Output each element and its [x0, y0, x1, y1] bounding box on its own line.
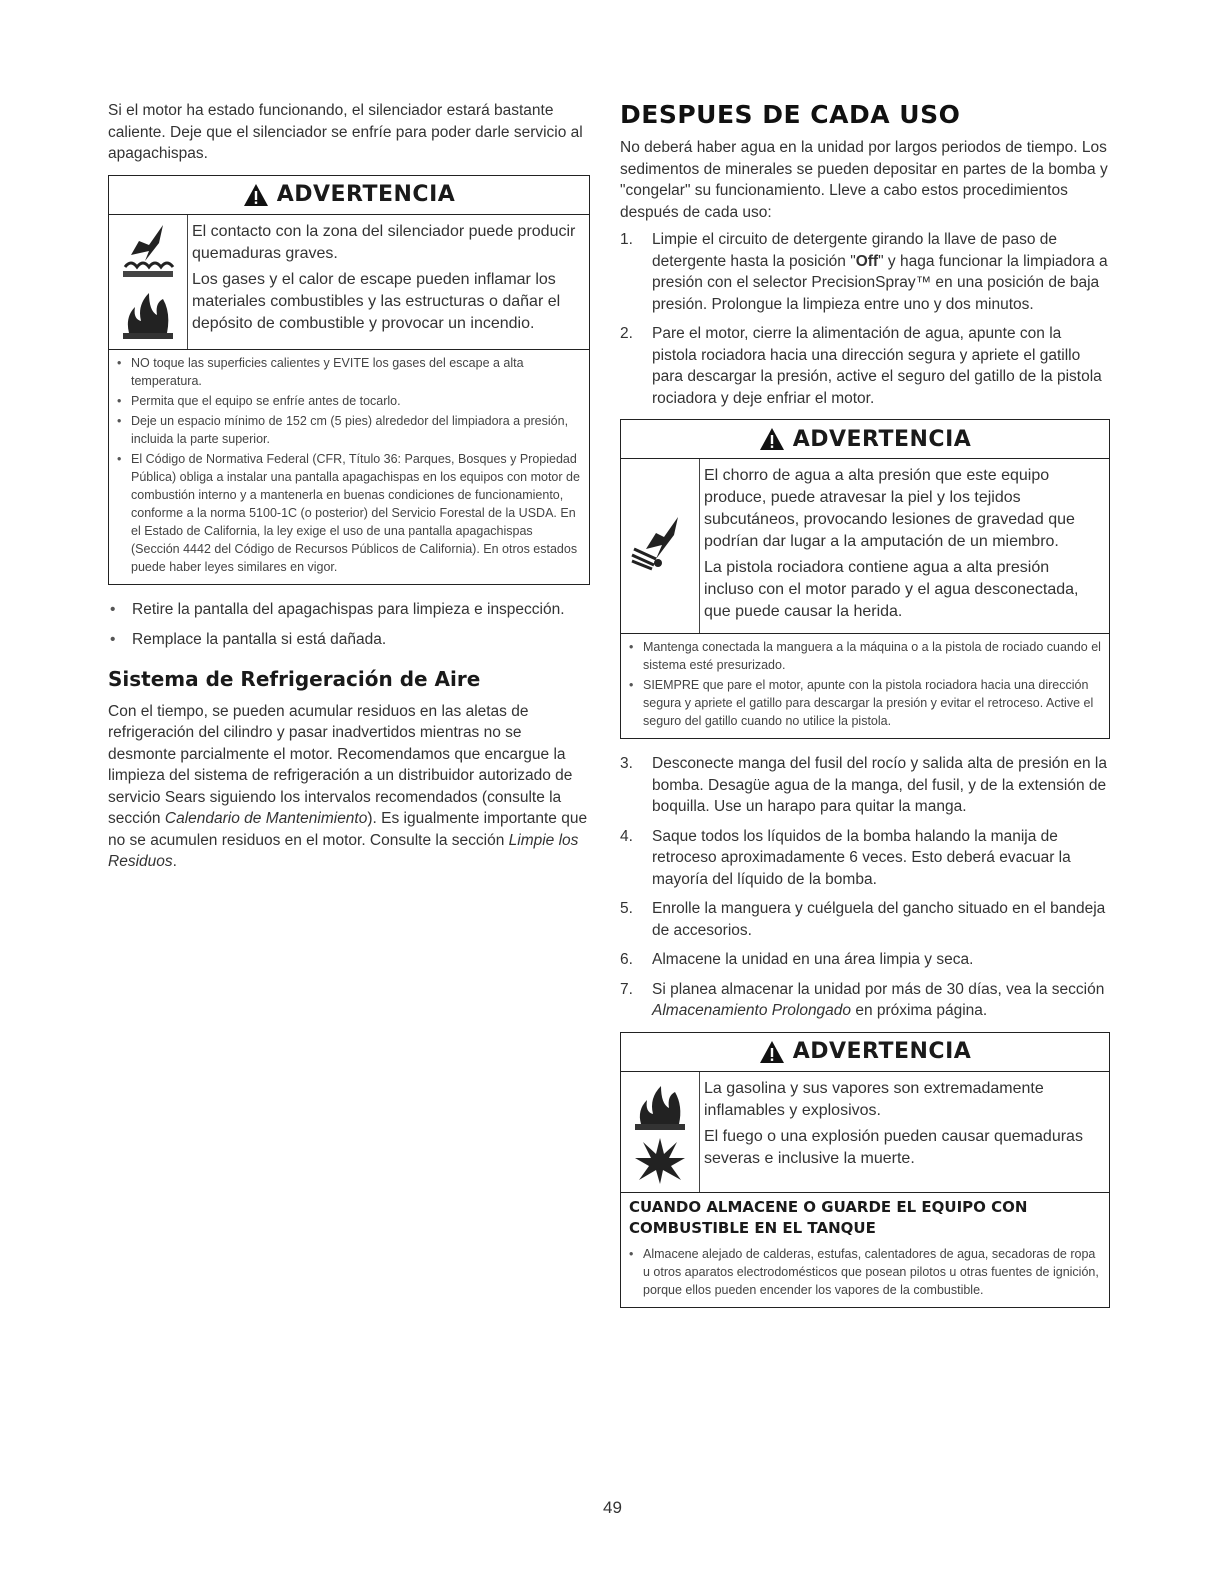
list-item: • Permita que el equipo se enfríe antes de tocarlo.: [117, 392, 581, 410]
warning-instructions: [109, 350, 589, 584]
steps-list-a: [620, 229, 1110, 409]
fire-icon: [119, 281, 177, 343]
warning-title: ADVERTENCIA: [276, 182, 456, 207]
injection-hazard-icon: [628, 511, 692, 581]
page-number: 49: [603, 1498, 622, 1517]
list-item: 6. Almacene la unidad en una área limpia y seca.: [620, 951, 974, 968]
after-use-intro: No deberá haber agua en la unidad por largos periodos de tiempo. Los sedimentos de minerales se pueden depositar en partes de la bomba y "congelar" su funcionamiento. Lleve a cabo estos procedimientos después de cada uso:: [620, 139, 1108, 221]
warning-header: [621, 1033, 1109, 1072]
warning-text: Los gases y el calor de escape pueden inflamar los materiales combustibles y las estructuras o dañar el depósito de combustible y provocar un incendio.: [192, 270, 561, 332]
warning-text: La gasolina y sus vapores son extremadamente inflamables y explosivos.: [704, 1079, 1044, 1119]
list-item: 1. Limpie el circuito de detergente girando la llave de paso de detergente hasta la posición "Off" y haga funcionar la limpiadora a presión con el selector PrecisionSpray™ en una posición de baja presión. Prolongue la limpieza entre uno y dos minutos.: [620, 231, 1108, 313]
warning-text: El fuego o una explosión pueden causar quemaduras severas e inclusive la muerte.: [704, 1127, 1083, 1167]
warning-text: El chorro de agua a alta presión que este equipo produce, puede atravesar la piel y los tejidos subcutáneos, provocando lesiones de gravedad que podrían dar lugar a la amputación de un miembro.: [704, 467, 1075, 550]
muffler-intro: Si el motor ha estado funcionando, el silenciador estará bastante caliente. Deje que el silenciador se enfríe para poder darle servicio al apagachispas.: [108, 102, 583, 162]
list-item: • Almacene alejado de calderas, estufas, calentadores de agua, secadoras de ropa u otros aparatos electrodomésticos que posean pilotos u otras fuentes de ignición, porque ellos pueden encender los vapores de la combustible.: [629, 1245, 1101, 1299]
list-item: 7. Si planea almacenar la unidad por más de 30 días, vea la sección Almacenamiento Prolongado en próxima página.: [620, 980, 1105, 1019]
storage-subheading: CUANDO ALMACENE O GUARDE EL EQUIPO CON COMBUSTIBLE EN EL TANQUE: [629, 1197, 1028, 1237]
list-item: 4. Saque todos los líquidos de la bomba halando la manija de retroceso aproximadamente 6 veces. Esto deberá evacuar la mayoría del líquido de la bomba.: [620, 827, 1071, 888]
screen-bullets: [108, 599, 590, 651]
list-item: 2. Pare el motor, cierre la alimentación de agua, apunte con la pistola rociadora hacia una dirección segura y apriete el gatillo para descargar la presión, active el seguro del gatillo de la pistola rociadora y deje enfriar el motor.: [620, 325, 1102, 407]
fire-icon: [631, 1078, 689, 1134]
warning-title: ADVERTENCIA: [792, 1039, 972, 1064]
list-item: 5. Enrolle la manguera y cuélguela del gancho situado en el bandeja de accesorios.: [620, 900, 1106, 939]
list-item: 3. Desconecte manga del fusil del rocío y salida alta de presión en la bomba. Desagüe agua de la manga, del fusil, y de la extensión de boquilla. Use un harapo para quitar la manga.: [620, 755, 1107, 815]
list-item: • El Código de Normativa Federal (CFR, Título 36: Parques, Bosques y Propiedad Pública) obliga a instalar una pantalla apagachispas en los equipos con motor de combustión interno y a mantenerla en buenas condiciones de funcionamiento, conforme a la norma 5100-1C (o posterior) del Servicio Forestal de la USDA. En el Estado de California, la ley exige el uso de una pantalla apagachispas (Sección 4442 del Código de Recursos Públicos de California). En otros estados puede haber leyes similares en vigor.: [117, 450, 581, 576]
warning-title: ADVERTENCIA: [792, 426, 972, 452]
list-item: • NO toque las superficies calientes y EVITE los gases del escape a alta temperatura.: [117, 354, 581, 390]
warning-header: [621, 420, 1109, 459]
cooling-body: Con el tiempo, se pueden acumular residuos en las aletas de refrigeración del cilindro y pasar inadvertidos mientras no se desmonte parcialmente el motor. Recomendamos que encargue la limpieza del sistema de refrigeración a un distribuidor autorizado de servicio Sears siguiendo los intervalos recomendados (consulte la sección Calendario de Mantenimiento). Es igualmente importante que no se acumulen residuos en el motor. Consulte la sección Limpie los Residuos.: [108, 702, 588, 870]
list-item: • Mantenga conectada la manguera a la máquina o a la pistola de rociado cuando el sistema esté presurizado.: [629, 638, 1101, 674]
list-item: • Retire la pantalla del apagachispas para limpieza e inspección.: [108, 599, 590, 621]
right-column: [620, 100, 1110, 1322]
cross-reference: Almacenamiento Prolongado: [652, 1002, 852, 1019]
left-column: [108, 100, 590, 873]
warning-instructions: [621, 1241, 1109, 1307]
list-item: • Remplace la pantalla si está dañada.: [108, 629, 590, 651]
hot-surface-icon: [119, 221, 177, 281]
warning-header: [109, 176, 589, 215]
warning-text: La pistola rociadora contiene agua a alta presión incluso con el motor parado y el agua desconectada, que puede causar la herida.: [704, 559, 1079, 620]
page-heading: DESPUES DE CADA USO: [620, 100, 961, 129]
warning-triangle-icon: [243, 183, 269, 207]
section-heading: Sistema de Refrigeración de Aire: [108, 666, 481, 691]
list-item: • Deje un espacio mínimo de 152 cm (5 pies) alrededor del limpiadora a presión, incluida la parte superior.: [117, 412, 581, 448]
warning-triangle-icon: [759, 1040, 785, 1064]
list-item: • SIEMPRE que pare el motor, apunte con la pistola rociadora hacia una dirección segura y apriete el gatillo para descargar la presión y evitar el retroceso. Active el seguro del gatillo cuando no utilice la pistola.: [629, 676, 1101, 730]
cross-reference: Calendario de Mantenimiento: [164, 810, 368, 827]
warning-box-fuel: [620, 1032, 1110, 1308]
cross-reference: Limpie los Residuos: [108, 831, 579, 870]
warning-triangle-icon: [759, 427, 785, 451]
explosion-icon: [631, 1134, 689, 1186]
warning-box-muffler: [108, 175, 590, 585]
warning-text: El contacto con la zona del silenciador puede producir quemaduras graves.: [192, 222, 576, 262]
warning-box-high-pressure: [620, 419, 1110, 739]
warning-instructions: [621, 634, 1109, 738]
steps-list-b: [620, 753, 1110, 1022]
